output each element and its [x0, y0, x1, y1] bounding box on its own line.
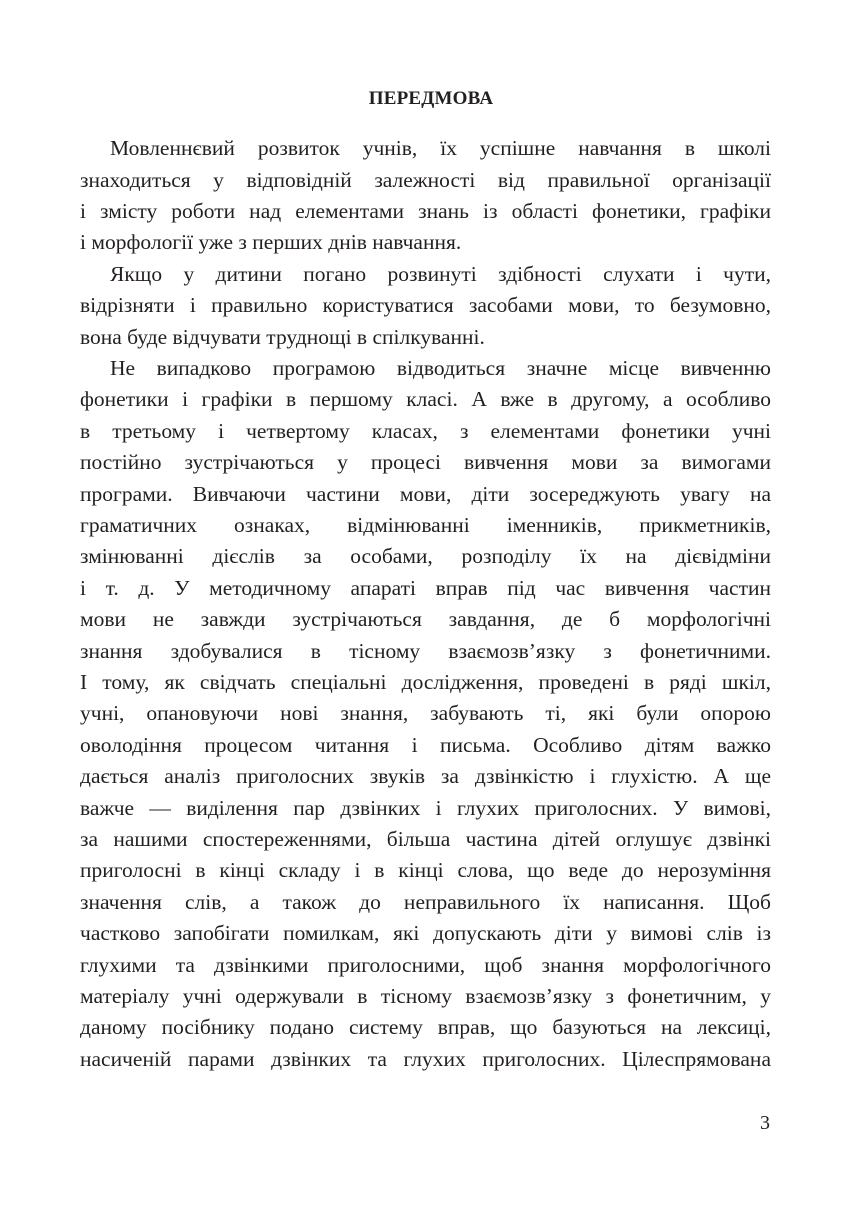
text-line: знання здобувалися в тісному взаємозв’язку з фонетичними. [80, 639, 771, 663]
text-line: значення слів, а також до неправильного їх написання. Щоб [80, 890, 771, 914]
text-line: приголосні в кінці складу і в кінці слова, що веде до нерозуміння [80, 858, 771, 882]
text-line: і морфології уже з перших днів навчання. [80, 230, 462, 254]
text-line: і змісту роботи над елементами знань із області фонетики, графіки [80, 199, 771, 223]
text-line: відрізняти і правильно користуватися засобами мови, то безумовно, [80, 293, 771, 317]
text-line: оволодіння процесом читання і письма. Особливо дітям важко [80, 733, 771, 757]
text-line: частково запобігати помилкам, які допускають діти у вимові слів із [80, 921, 771, 945]
text-line: в третьому і четвертому класах, з елементами фонетики учні [80, 419, 771, 443]
text-line: насиченій парами дзвінких та глухих приголосних. Цілеспрямована [80, 1047, 771, 1071]
text-line: граматичних ознаках, відмінюванні іменників, прикметників, [80, 513, 771, 537]
text-line: знаходиться у відповідній залежності від правильної організації [80, 168, 771, 192]
text-line: програми. Вивчаючи частини мови, діти зосереджують увагу на [80, 482, 771, 506]
text-line: фонетики і графіки в першому класі. А вже в другому, а особливо [80, 387, 771, 411]
text-line: глухими та дзвінкими приголосними, щоб знання морфологічного [80, 953, 771, 977]
text-line: учні, опановуючи нові знання, забувають ті, які були опорою [80, 701, 771, 725]
text-line: за нашими спостереженнями, більша частина дітей оглушує дзвінкі [80, 827, 771, 851]
text-line: дається аналіз приголосних звуків за дзвінкістю і глухістю. А ще [80, 764, 771, 788]
text-line: Мовленнєвий розвиток учнів, їх успішне навчання в школі [110, 136, 771, 160]
page-number: 3 [760, 1112, 770, 1134]
text-line: важче — виділення пар дзвінких і глухих приголосних. У вимові, [80, 796, 771, 820]
text-line: матеріалу учні одержували в тісному взаємозв’язку з фонетичним, у [80, 984, 771, 1008]
text-line: постійно зустрічаються у процесі вивчення мови за вимогами [80, 450, 771, 474]
text-line: даному посібнику подано систему вправ, що базуються на лексиці, [80, 1015, 771, 1039]
text-line: вона буде відчувати труднощі в спілкуванні. [80, 325, 485, 349]
text-line: і т. д. У методичному апараті вправ під час вивчення частин [80, 576, 771, 600]
text-line: Не випадково програмою відводиться значне місце вивченню [110, 356, 771, 380]
text-line: І тому, як свідчать спеціальні дослідження, проведені в ряді шкіл, [80, 670, 771, 694]
text-line: змінюванні дієслів за особами, розподілу їх на дієвідміни [80, 544, 771, 568]
text-line: Якщо у дитини погано розвинуті здібності слухати і чути, [110, 262, 771, 286]
text-line: мови не завжди зустрічаються завдання, де б морфологічні [80, 607, 771, 631]
page-title: ПЕРЕДМОВА [368, 88, 494, 109]
